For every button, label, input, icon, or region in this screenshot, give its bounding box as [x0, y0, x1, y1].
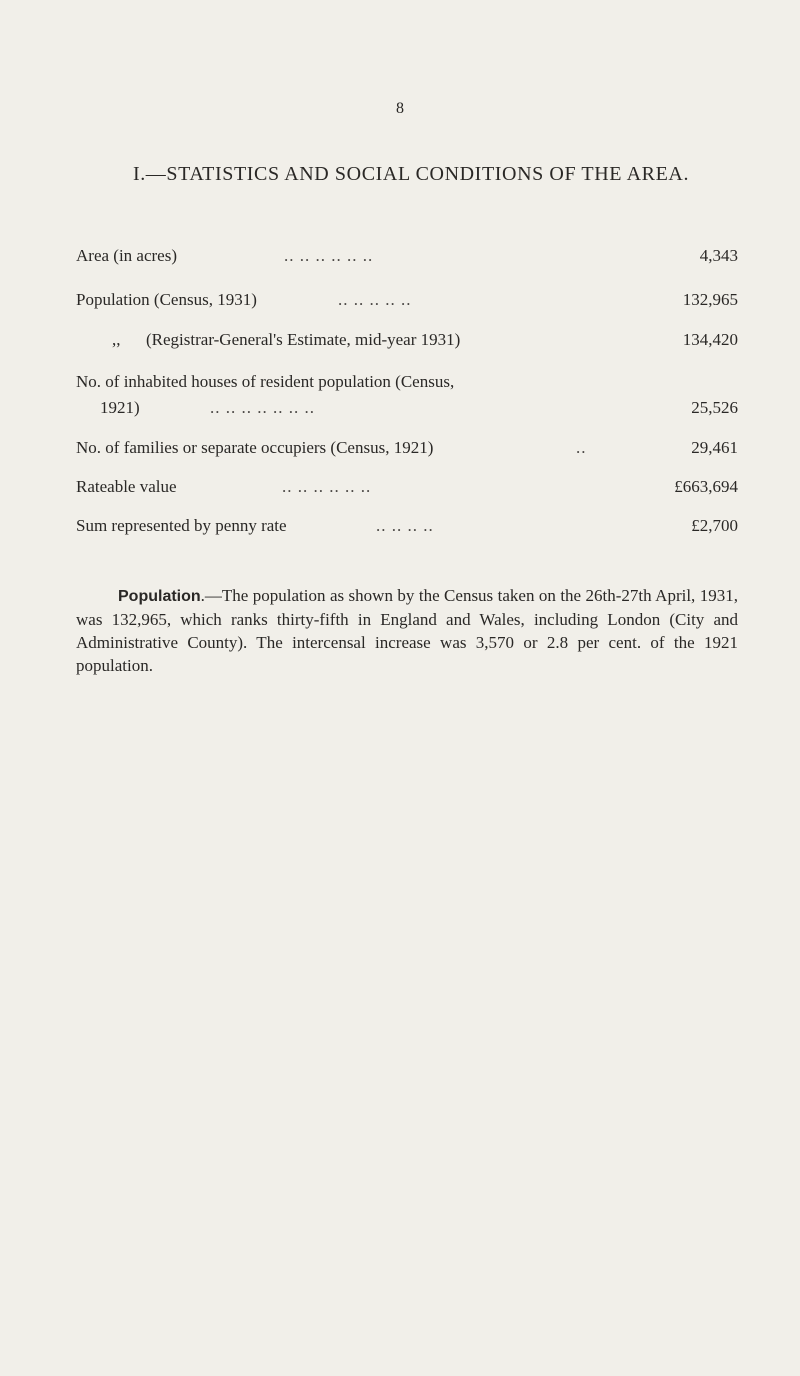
stat-row-inhabited-houses — [76, 371, 738, 423]
paragraph-lead: Population — [118, 588, 201, 605]
stat-label: Area (in acres) — [76, 246, 177, 265]
stat-label: No. of families or separate occupiers (Census, 1921) — [76, 438, 434, 457]
population-paragraph — [76, 584, 738, 677]
stat-value: 25,526 — [691, 398, 738, 417]
stat-value: 4,343 — [699, 246, 738, 265]
leader-dots: .. .. .. .. .. .. — [284, 246, 374, 265]
stat-label: Rateable value — [76, 477, 177, 496]
section-heading: I.—STATISTICS AND SOCIAL CONDITIONS OF THE AREA. — [132, 163, 690, 185]
stat-value: 29,461 — [691, 438, 738, 457]
stat-label: ,, (Registrar-General's Estimate, mid-year 1931) — [112, 330, 461, 349]
leader-dots: .. .. .. .. — [376, 516, 434, 535]
leader-dots: .. — [576, 438, 587, 457]
page-number: 8 — [396, 100, 404, 117]
stat-label: Population (Census, 1931) — [76, 290, 257, 309]
stat-label: Sum represented by penny rate — [76, 516, 287, 535]
stat-value: 134,420 — [682, 330, 738, 349]
paragraph-text: .—The population as shown by the Census taken on the 26th-27th April, 1931, was 132,965, which ranks thirty-fifth in England and Wales, including London (City and Administrative County). The intercensal increase was 3,570 or 2.8 per cent. of the 1921 population. — [76, 586, 738, 675]
stat-value: £663,694 — [674, 477, 738, 496]
leader-dots: .. .. .. .. .. .. — [282, 477, 372, 496]
stat-value: 132,965 — [682, 290, 738, 309]
stat-label-continuation: 1921) — [100, 398, 140, 417]
leader-dots: .. .. .. .. .. — [338, 290, 412, 309]
stat-value: £2,700 — [691, 516, 738, 535]
leader-dots: .. .. .. .. .. .. .. — [210, 398, 315, 417]
stat-label: No. of inhabited houses of resident population (Census, — [76, 372, 455, 391]
